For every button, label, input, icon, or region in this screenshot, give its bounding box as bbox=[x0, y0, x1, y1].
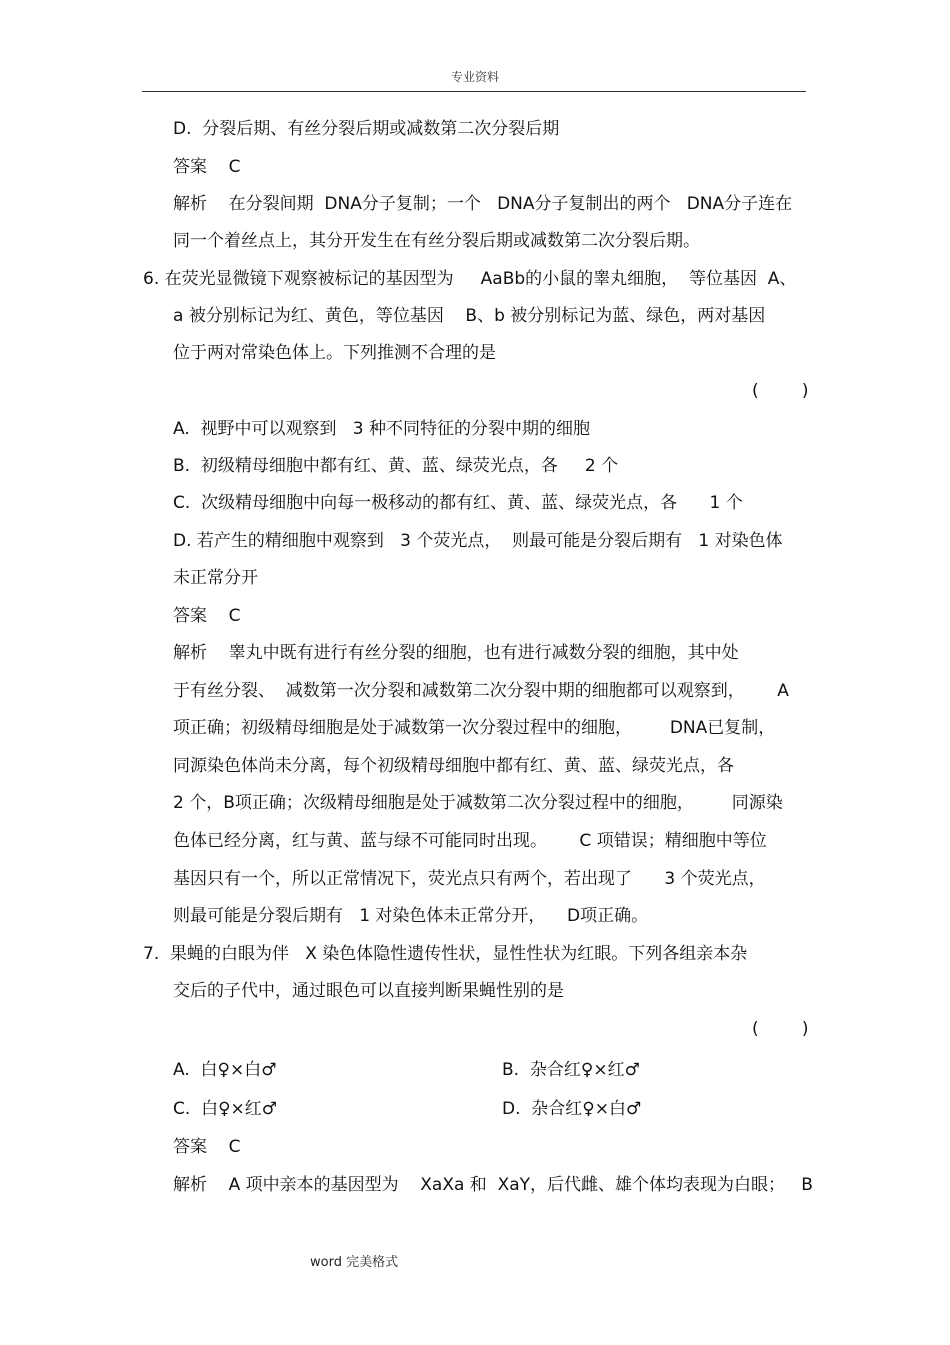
answer-bracket: ( ) bbox=[752, 381, 809, 401]
text-line: 色体已经分离，红与黄、蓝与绿不可能同时出现。 C 项错误；精细胞中等位 bbox=[173, 831, 767, 851]
text-line: 2 个，B项正确；次级精母细胞是处于减数第二次分裂过程中的细胞， 同源染 bbox=[173, 793, 783, 813]
analysis-line: 解析 A 项中亲本的基因型为 XaXa 和 XaY，后代雌、雄个体均表现为白眼； B bbox=[173, 1175, 813, 1195]
text-line: 则最可能是分裂后期有 1 对染色体未正常分开， D项正确。 bbox=[173, 906, 649, 926]
header-divider bbox=[142, 91, 806, 92]
text-line: 基因只有一个，所以正常情况下，荧光点只有两个，若出现了 3 个荧光点， bbox=[173, 869, 766, 889]
question-stem: 7. 果蝇的白眼为伴 X 染色体隐性遗传性状，显性性状为红眼。下列各组亲本杂 bbox=[143, 944, 748, 964]
text-line: 项正确；初级精母细胞是处于减数第一次分裂过程中的细胞， DNA已复制， bbox=[173, 718, 776, 738]
text-line: D. 分裂后期、有丝分裂后期或减数第二次分裂后期 bbox=[173, 119, 560, 139]
answer-line: 答案 C bbox=[173, 1137, 241, 1157]
analysis-line: 解析 睾丸中既有进行有丝分裂的细胞，也有进行减数分裂的细胞，其中处 bbox=[173, 643, 739, 663]
question-stem: 6. 在荧光显微镜下观察被标记的基因型为 AaBb的小鼠的睾丸细胞， 等位基因 A、 bbox=[143, 269, 797, 289]
option-b: B. 杂合红♀×红♂ bbox=[502, 1060, 640, 1080]
option-b: B. 初级精母细胞中都有红、黄、蓝、绿荧光点，各 2 个 bbox=[173, 456, 619, 476]
text-line: 交后的子代中，通过眼色可以直接判断果蝇性别的是 bbox=[173, 981, 564, 1001]
option-d: D. 杂合红♀×白♂ bbox=[502, 1099, 642, 1119]
text-line: 未正常分开 bbox=[173, 568, 258, 588]
option-a: A. 视野中可以观察到 3 种不同特征的分裂中期的细胞 bbox=[173, 419, 590, 439]
text-line: 解析 在分裂间期 DNA分子复制；一个 DNA分子复制出的两个 DNA分子连在 bbox=[173, 194, 793, 214]
answer-line: 答案 C bbox=[173, 606, 241, 626]
option-c: C. 次级精母细胞中向每一极移动的都有红、黄、蓝、绿荧光点，各 1 个 bbox=[173, 493, 743, 513]
text-line: 同源染色体尚未分离，每个初级精母细胞中都有红、黄、蓝、绿荧光点，各 bbox=[173, 756, 734, 776]
text-line: 位于两对常染色体上。下列推测不合理的是 bbox=[173, 343, 496, 363]
text-line: 于有丝分裂、 减数第一次分裂和减数第二次分裂中期的细胞都可以观察到， A bbox=[173, 681, 789, 701]
text-line: 同一个着丝点上，其分开发生在有丝分裂后期或减数第二次分裂后期。 bbox=[173, 231, 700, 251]
text-line: 答案 C bbox=[173, 157, 241, 177]
page-footer: word 完美格式 bbox=[310, 1255, 399, 1270]
page-header: 专业资料 bbox=[450, 70, 499, 84]
answer-bracket: ( ) bbox=[752, 1019, 809, 1039]
option-a: A. 白♀×白♂ bbox=[173, 1060, 277, 1080]
option-d: D. 若产生的精细胞中观察到 3 个荧光点， 则最可能是分裂后期有 1 对染色体 bbox=[173, 531, 783, 551]
text-line: a 被分别标记为红、黄色，等位基因 B、b 被分别标记为蓝、绿色，两对基因 bbox=[173, 306, 766, 326]
option-c: C. 白♀×红♂ bbox=[173, 1099, 278, 1119]
